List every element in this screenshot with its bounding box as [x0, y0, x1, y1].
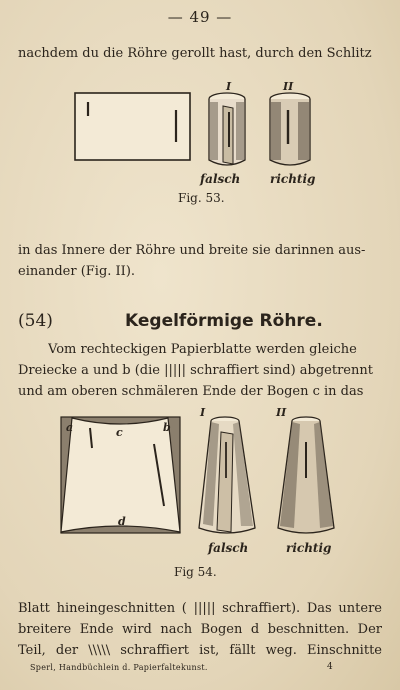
fig53-falsch-label: falsch	[200, 172, 241, 186]
text-bottom-line-3: Teil, der \\\\\ schraffiert ist, fällt weg. Einschnitte	[18, 643, 382, 658]
fig53-richtig-label: richtig	[270, 172, 316, 186]
fig54-label-I: I	[200, 406, 206, 419]
fig54-richtig-label: richtig	[286, 541, 332, 555]
fig54-letter-d: d	[118, 515, 126, 528]
text-line-top: nachdem du die Röhre gerollt hast, durch den Schlitz	[18, 46, 372, 61]
fig53-label-I: I	[226, 80, 232, 93]
fig53-roll-richtig	[268, 92, 312, 172]
text-middle-line-2: einander (Fig. II).	[18, 264, 136, 279]
fig53-label-II: II	[283, 80, 294, 93]
fig53-roll-falsch	[207, 92, 247, 172]
fig54-letter-a: a	[66, 421, 74, 434]
fig54-letter-b: b	[163, 421, 171, 434]
section-number: (54)	[18, 311, 53, 331]
fig54-label-II: II	[276, 406, 287, 419]
page-number: — 49 —	[167, 8, 233, 26]
section-text-line-2: Dreiecke a und b (die ||||| schraffiert sind) abgetrennt	[18, 363, 373, 378]
fig54-cone-falsch	[197, 416, 259, 538]
fig54-cone-richtig	[276, 416, 338, 538]
text-bottom-line-2: breitere Ende wird nach Bogen d beschnitten. Der	[18, 622, 382, 637]
footer-signature: 4	[327, 662, 333, 672]
text-middle-line-1: in das Innere der Röhre und breite sie darinnen aus-	[18, 243, 366, 258]
section-text-line-3: und am oberen schmäleren Ende der Bogen c in das	[18, 384, 364, 399]
footer-book-title: Sperl, Handbüchlein d. Papierfaltekunst.	[30, 663, 208, 672]
fig54-falsch-label: falsch	[208, 541, 249, 555]
fig54-caption: Fig 54.	[174, 565, 217, 579]
fig53-flat-sheet	[74, 92, 192, 162]
section-title: Kegelförmige Röhre.	[125, 311, 323, 331]
fig54-letter-c: c	[116, 426, 123, 439]
fig53-caption: Fig. 53.	[178, 191, 225, 205]
text-bottom-line-1: Blatt hineingeschnitten ( ||||| schraffiert). Das untere	[18, 601, 382, 616]
section-text-line-1: Vom rechteckigen Papierblatte werden gleiche	[48, 342, 357, 357]
